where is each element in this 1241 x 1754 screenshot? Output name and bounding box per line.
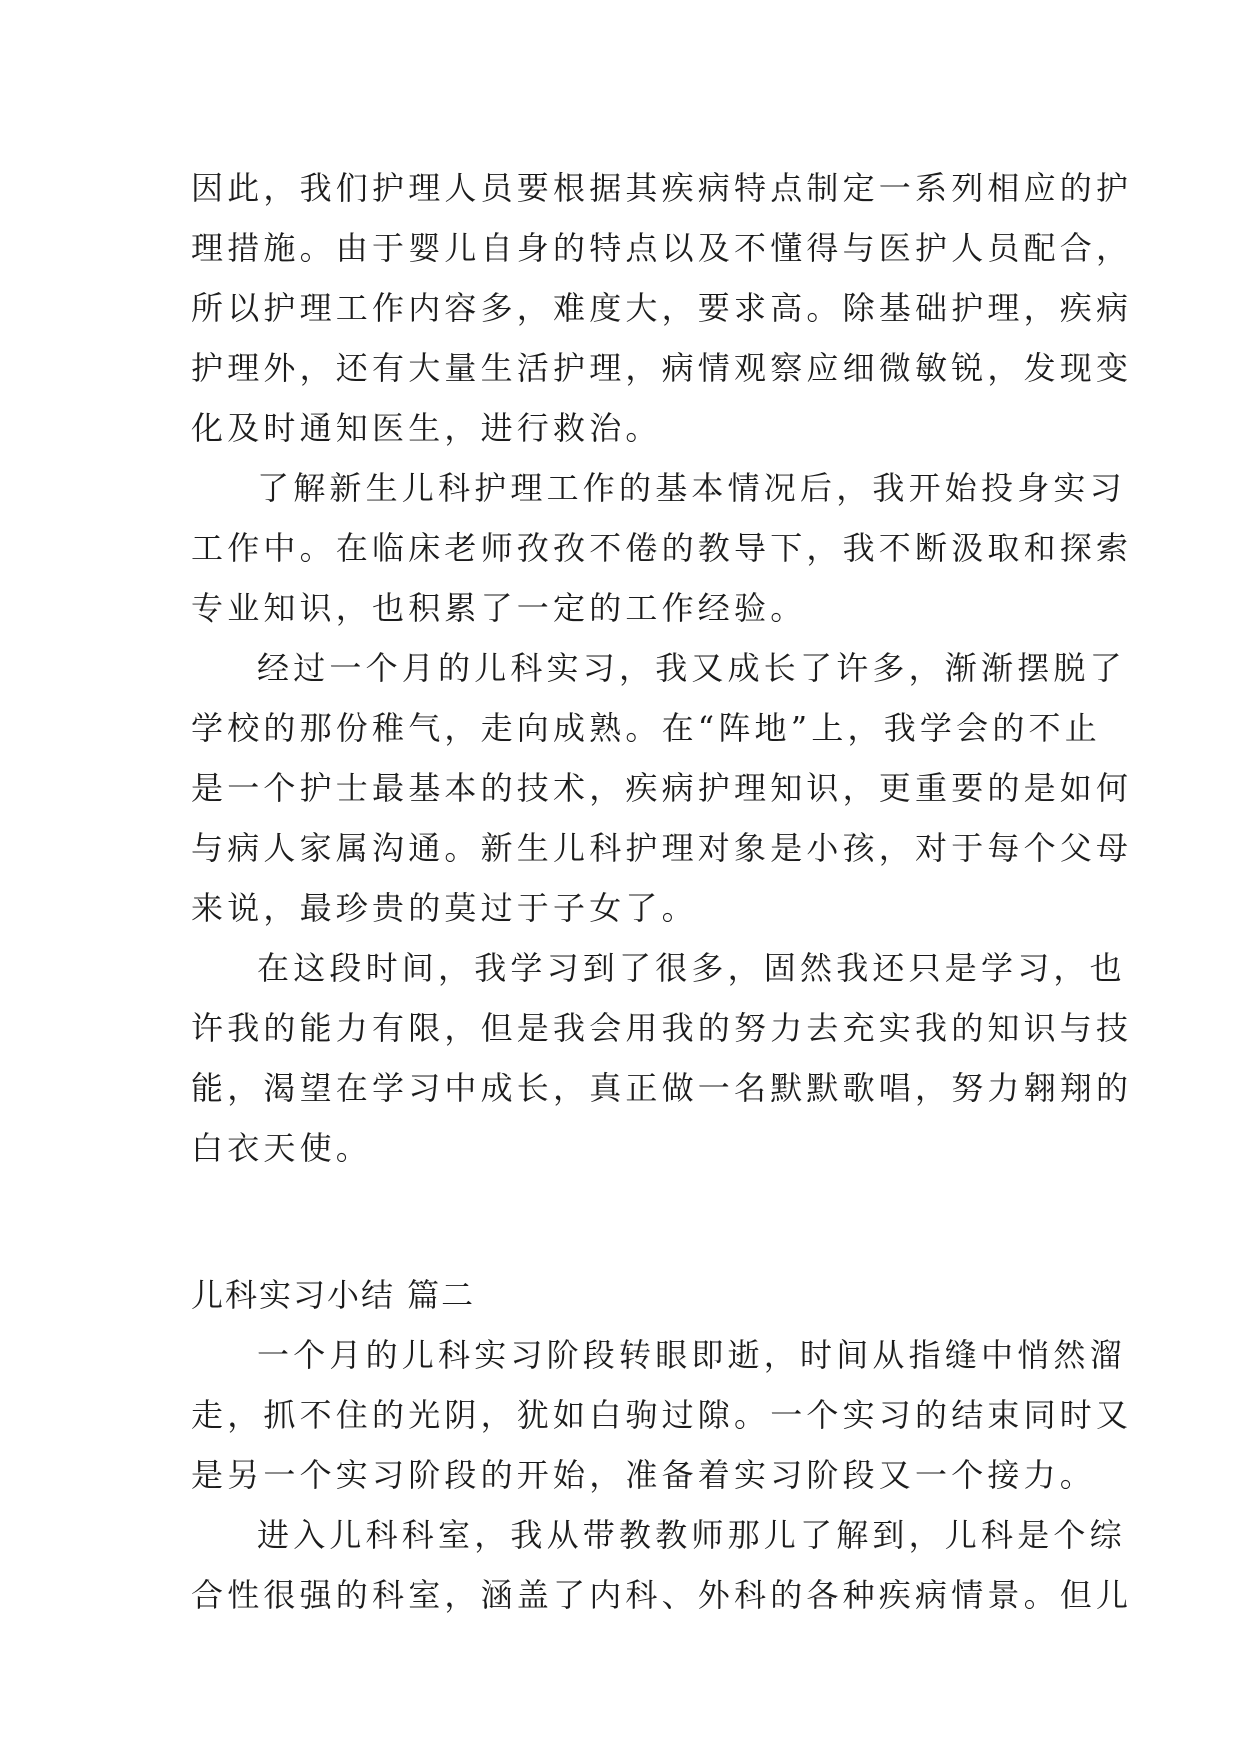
text-line: 合性很强的科室，涵盖了内科、外科的各种疾病情景。但儿 xyxy=(191,1576,1133,1614)
document-body xyxy=(191,158,1133,1625)
text-line: 与病人家属沟通。新生儿科护理对象是小孩，对于每个父母 xyxy=(191,829,1133,867)
paragraph-first-line: 在这段时间，我学习到了很多，固然我还只是学习，也 xyxy=(257,949,1126,987)
section-heading: 儿科实习小结 篇二 xyxy=(191,1276,476,1314)
text-line: 能，渴望在学习中成长，真正做一名默默歌唱，努力翱翔的 xyxy=(191,1069,1133,1107)
text-line: 专业知识，也积累了一定的工作经验。 xyxy=(191,589,807,627)
text-line: 工作中。在临床老师孜孜不倦的教导下，我不断汲取和探索 xyxy=(191,529,1133,567)
text-line: 理措施。由于婴儿自身的特点以及不懂得与医护人员配合， xyxy=(191,229,1133,267)
text-line: 所以护理工作内容多，难度大，要求高。除基础护理，疾病 xyxy=(191,289,1133,327)
text-line: 化及时通知医生，进行救治。 xyxy=(191,409,662,447)
section-gap xyxy=(191,1178,1057,1265)
text-line: 因此，我们护理人员要根据其疾病特点制定一系列相应的护 xyxy=(191,169,1133,207)
text-line: 护理外，还有大量生活护理，病情观察应细微敏锐，发现变 xyxy=(191,349,1133,387)
text-line: 走，抓不住的光阴，犹如白驹过隙。一个实习的结束同时又 xyxy=(191,1396,1133,1434)
text-line: 白衣天使。 xyxy=(191,1129,373,1167)
paragraph-first-line: 进入儿科科室，我从带教教师那儿了解到，儿科是个综 xyxy=(257,1516,1126,1554)
text-line: 是另一个实习阶段的开始，准备着实习阶段又一个接力。 xyxy=(191,1456,1097,1494)
text-line: 许我的能力有限，但是我会用我的努力去充实我的知识与技 xyxy=(191,1009,1133,1047)
paragraph-first-line: 了解新生儿科护理工作的基本情况后，我开始投身实习 xyxy=(257,469,1126,507)
text-line: 学校的那份稚气，走向成熟。在“阵地”上，我学会的不止 xyxy=(191,709,1101,747)
text-line: 来说，最珍贵的莫过于子女了。 xyxy=(191,889,698,927)
paragraph-first-line: 一个月的儿科实习阶段转眼即逝，时间从指缝中悄然溜 xyxy=(257,1336,1126,1374)
text-line: 是一个护士最基本的技术，疾病护理知识，更重要的是如何 xyxy=(191,769,1133,807)
paragraph-first-line: 经过一个月的儿科实习，我又成长了许多，渐渐摆脱了 xyxy=(257,649,1126,687)
